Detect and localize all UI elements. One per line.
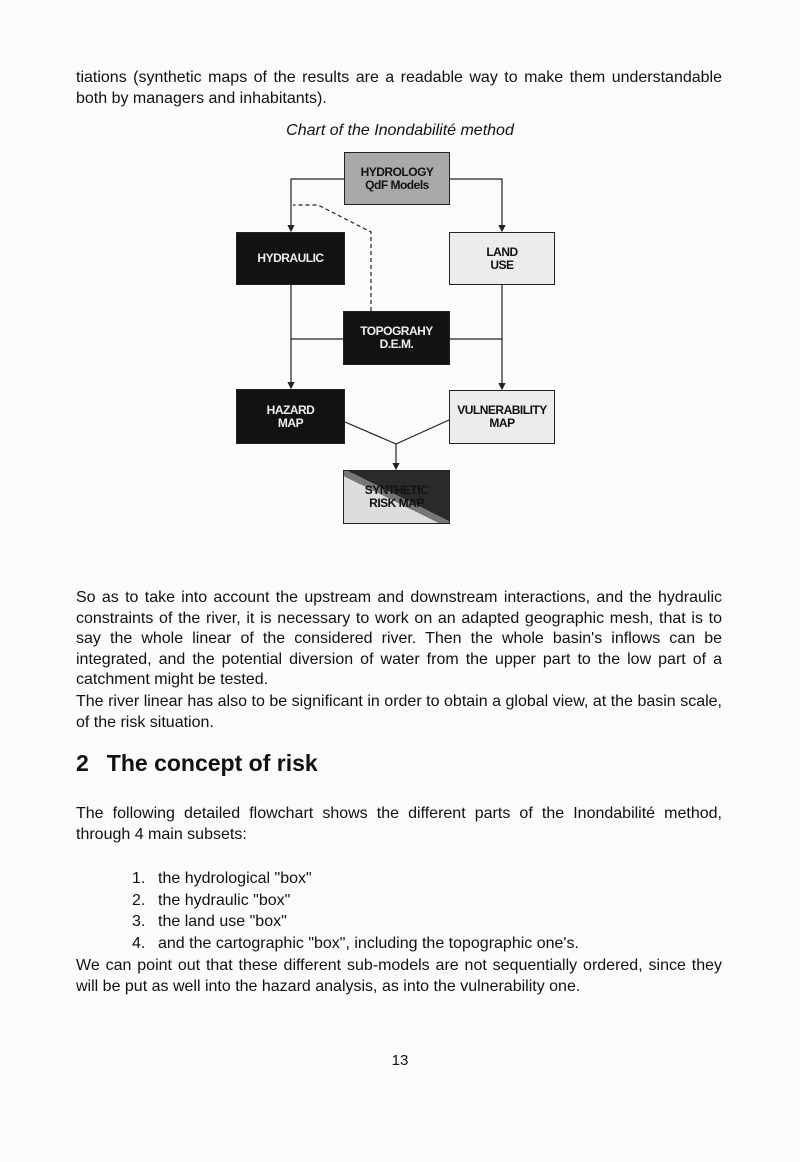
section-heading: [76, 750, 336, 777]
section-title: The concept of risk: [106, 750, 318, 776]
node-hydraulic: HYDRAULIC: [236, 232, 345, 285]
paragraph-4: We can point out that these different sub-models are not sequentially ordered, since they will be put as well into the hazard analysis, as into the vulnerability one.: [76, 957, 722, 995]
paragraph-2: The river linear has also to be significant in order to obtain a global view, at the basin scale, of the risk situation.: [76, 693, 722, 731]
list-item: 2. the hydraulic "box": [132, 891, 291, 909]
connector-maps-merge: [345, 420, 449, 444]
list-item: 3. the land use "box": [132, 913, 287, 930]
node-hydrology: HYDROLOGY QdF Models: [344, 152, 450, 205]
node-synthetic-risk-map: SYNTHETIC RISK MAP: [343, 470, 450, 524]
section-number: 2: [76, 750, 89, 776]
paragraph-3: The following detailed flowchart shows the different parts of the Inondabilité method, through 4 main subsets:: [76, 805, 722, 843]
figure-caption: Chart of the Inondabilité method: [286, 122, 514, 139]
node-vulnerability-map: VULNERABILITY MAP: [449, 390, 555, 444]
paragraph-1: So as to take into account the upstream and downstream interactions, and the hydraulic constraints of the river, it is necessary to work on an adapted geographic mesh, that is to say the whole linear of the considered river. Then the whole basin's inflows can be integrated, and the potential diversion of water from the upper part to the low part of a catchment might be tested.: [76, 589, 722, 688]
intro-paragraph: tiations (synthetic maps of the results are a readable way to make them understandable both by managers and inhabitants).: [76, 69, 722, 107]
connector-hydrology-landuse: [450, 179, 502, 231]
subsets-list: [132, 868, 579, 954]
list-item: 1. the hydrological "box": [132, 870, 312, 887]
page-number: 13: [391, 1052, 409, 1069]
list-item: 4. and the cartographic "box", including the topographic one's.: [132, 934, 579, 952]
node-topography: TOPOGRAHY D.E.M.: [343, 311, 450, 365]
node-hazard-map: HAZARD MAP: [236, 389, 345, 444]
node-land-use: LAND USE: [449, 232, 555, 285]
